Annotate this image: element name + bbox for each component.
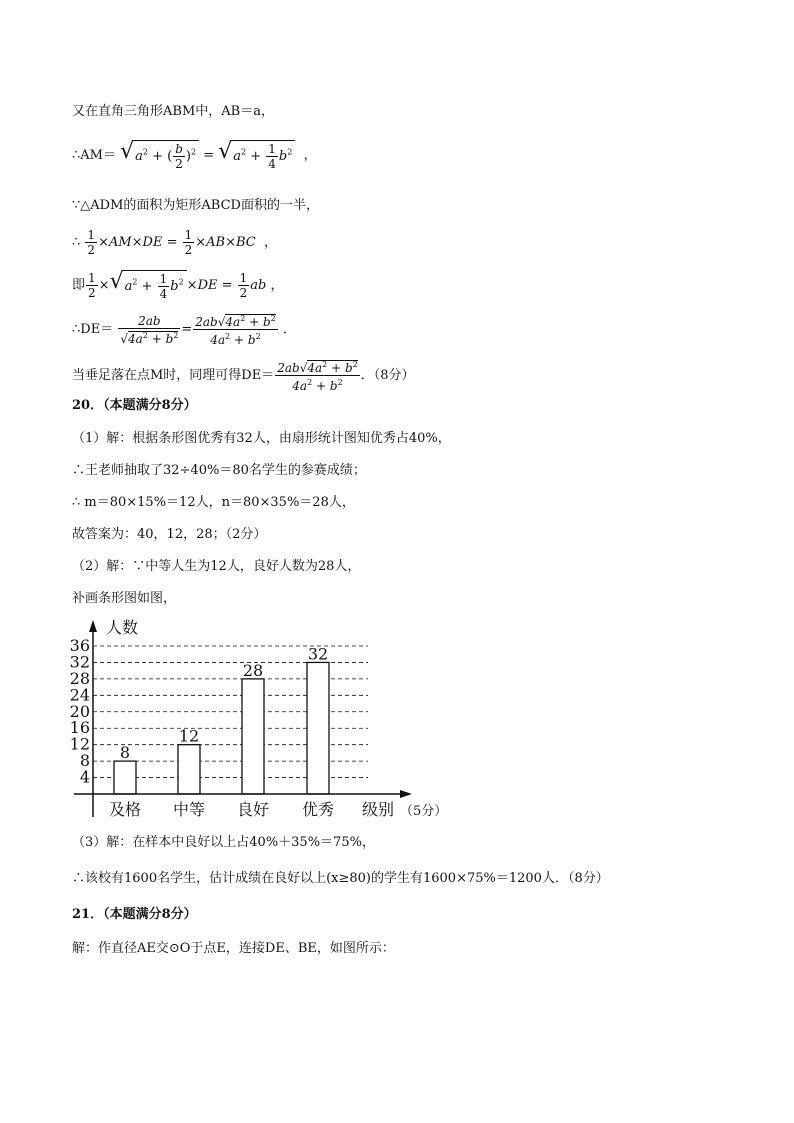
bar-优秀 [307, 662, 329, 794]
x-categories [109, 800, 334, 819]
x-axis-label: 级别 [362, 800, 395, 819]
am-prefix: ∴AM＝ [72, 148, 116, 163]
formula-half: ∴ $\frac{1}{2}$ ×AM×DE = $\frac{1}{2}$ ×AB×BC ， [72, 228, 278, 257]
q21-solution: 解：作直径AE交⊙O于点E，连接DE、BE，如图所示： [72, 941, 395, 956]
x-category-label: 及格 [108, 800, 142, 819]
de-prefix: ∴DE＝ [72, 322, 114, 337]
chart-bars [114, 644, 329, 794]
q20-estimate: ∴该校有1600名学生，估计成绩在良好以上(x≥80)的学生有1600×75%＝1200人．（8分） [72, 871, 609, 886]
q20-part3: （3）解：在样本中良好以上占40%＋35%＝75%， [72, 835, 375, 850]
de-m-suffix: ．（8分） [360, 368, 415, 383]
formula-am: ∴AM＝ √ $a^2$ + ( $\frac{b}{2}$ )$^2$ = √ $a^2$ + $\frac{1}{4}$ $b^2$ ， [72, 139, 317, 171]
am-radical: √ $a^2$ + ( $\frac{b}{2}$ )$^2$ [120, 140, 199, 171]
ji-prefix: 即 [72, 278, 86, 293]
q20-line3: ∴ m＝80×15%＝12人，n＝80×35%＝28人， [72, 495, 355, 510]
q20-part2: （2）解：∵中等人生为12人，良好人数为28人， [72, 559, 361, 574]
y-tick-label: 20 [69, 701, 90, 721]
y-axis-arrow [89, 620, 97, 632]
q20-part1: （1）解：根据条形图优秀有32人，由扇形统计图知优秀占40%， [72, 431, 451, 446]
half-prefix: ∴ [72, 235, 81, 250]
question-20-title: 20．（本题满分8分） [72, 398, 197, 413]
formula-de: ∴DE＝ $\frac{2ab}{√4a^2 + b^2}$ = $\frac{2ab√4a^2 + b^2}{4a^2 + b^2}$ ． [72, 313, 296, 347]
bar-value-label: 8 [119, 743, 131, 763]
x-category-label: 良好 [236, 800, 270, 819]
y-axis-label: 人数 [106, 618, 139, 637]
y-tick-label: 32 [69, 652, 90, 672]
line-abm: 又在直角三角形ABM中，AB＝a， [72, 104, 274, 119]
x-axis-arrow [400, 790, 412, 798]
bar-良好 [242, 679, 264, 794]
y-tick-label: 28 [69, 668, 90, 688]
q20-draw: 补画条形图如图， [72, 591, 177, 606]
bar-value-label: 28 [242, 660, 264, 680]
formula-ji: 即 $\frac{1}{2}$ × √ $a^2$ + $\frac{1}{4}$ $b^2 \times DE$ = $\frac{1}{2}$ ab ， [72, 269, 284, 301]
bar-chart [60, 612, 420, 827]
q20-answer: 故答案为：40，12，28；（2分） [72, 527, 267, 542]
x-category-label: 中等 [172, 800, 206, 819]
y-tick-label: 12 [69, 734, 90, 754]
y-tick-label: 36 [69, 636, 90, 655]
y-tick-label: 16 [69, 718, 90, 738]
chart-score: （5分） [400, 804, 448, 819]
y-tick-label: 8 [79, 751, 90, 771]
line-area: ∵△ADM的面积为矩形ABCD面积的一半， [72, 198, 319, 213]
x-category-label: 优秀 [301, 800, 335, 819]
question-21-title: 21．（本题满分8分） [72, 907, 197, 922]
de-m-prefix: 当垂足落在点M时，同理可得DE＝ [72, 368, 275, 383]
am-radical-2: √ $a^2$ + $\frac{1}{4}$ $b^2$ [218, 140, 295, 171]
y-ticks [70, 636, 90, 787]
y-tick-label: 24 [69, 685, 90, 705]
bar-及格 [114, 761, 136, 794]
q20-line2: ∴王老师抽取了32÷40%＝80名学生的参赛成绩； [72, 463, 366, 478]
bar-value-label: 12 [178, 726, 200, 746]
bar-中等 [178, 745, 200, 794]
bar-value-label: 32 [307, 644, 329, 664]
y-tick-label: 4 [79, 767, 90, 787]
formula-de-m: 当垂足落在点M时，同理可得DE＝ $\frac{2ab√4a^2 + b^2}{4a^2 + b^2}$ ．（8分） [72, 360, 415, 393]
